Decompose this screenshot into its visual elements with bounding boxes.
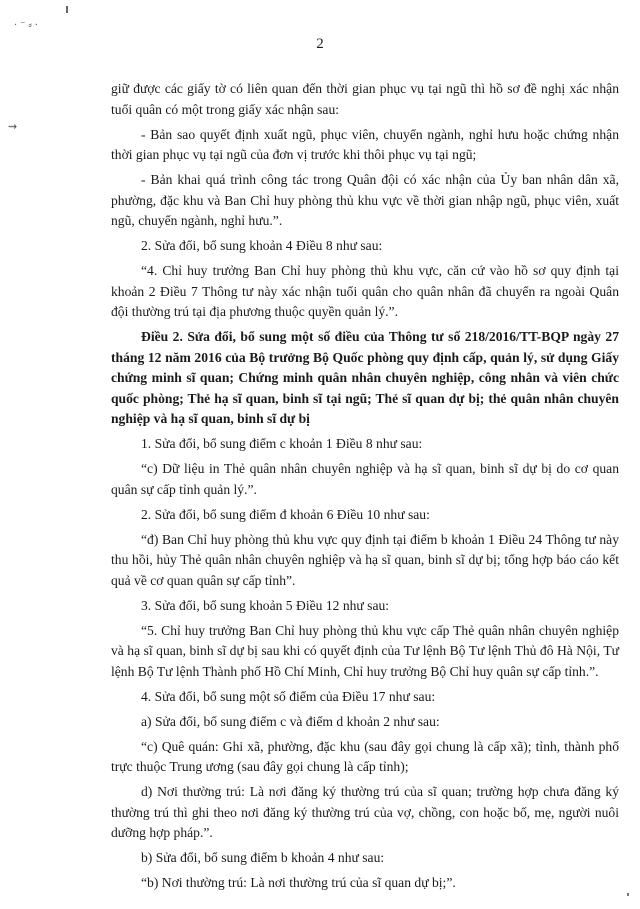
paragraph: “đ) Ban Chỉ huy phòng thủ khu vực quy định tại điểm b khoản 1 Điều 24 Thông tư này thu hồi, hủy Thẻ quân nhân chuyên nghiệp và hạ sĩ quan, binh sĩ dự bị; tổng hợp báo cáo kết quả về cơ quan quân sự cấp tỉnh”.	[111, 531, 619, 588]
paragraph: “c) Dữ liệu in Thẻ quân nhân chuyên nghiệp và hạ sĩ quan, binh sĩ dự bị do cơ quan quân sự cấp tỉnh quản lý.”.	[111, 461, 619, 497]
paragraph: 1. Sửa đổi, bổ sung điểm c khoản 1 Điều 8 như sau:	[141, 436, 423, 451]
paragraph: - Bản khai quá trình công tác trong Quân đội có xác nhận của Ủy ban nhân dân xã, phường, đặc khu và Ban Chỉ huy phòng thủ khu vực về thời gian nhập ngũ, phục viên, xuất ngũ, chuyển ngành, nghỉ hưu.”.	[111, 172, 619, 228]
scan-mark-top-left: ·⁻⸗·	[14, 20, 41, 31]
scan-mark-left-margin: ⇝	[8, 120, 18, 133]
paragraph: d) Nơi thường trú: Là nơi đăng ký thường trú của sĩ quan; trường hợp chưa đăng ký thường trú thì ghi theo nơi đăng ký thường trú của vợ, chồng, con hoặc bố, mẹ, người nuôi dưỡng hợp pháp.”.	[111, 784, 619, 840]
paragraph: “5. Chỉ huy trưởng Ban Chỉ huy phòng thủ khu vực cấp Thẻ quân nhân chuyên nghiệp và hạ sĩ quan, binh sĩ dự bị sau khi có quyết định của Tư lệnh Bộ Tư lệnh Thủ đô Hà Nội, Tư lệnh Bộ Tư lệnh Thành phố Hồ Chí Minh, Chỉ huy trưởng Bộ Chỉ huy quân sự cấp tỉnh.”.	[111, 622, 619, 679]
scan-dot-bottom-right	[627, 893, 629, 896]
paragraph: b) Sửa đổi, bổ sung điểm b khoản 4 như sau:	[141, 850, 385, 865]
paragraph: “b) Nơi thường trú: Là nơi thường trú của sĩ quan dự bị;”.	[141, 875, 456, 890]
paragraph: “c) Quê quán: Ghi xã, phường, đặc khu (sau đây gọi chung là cấp xã); tỉnh, thành phố trực thuộc Trung ương (sau đây gọi chung là cấp tỉnh);	[111, 738, 619, 774]
paragraph: 2. Sửa đổi, bổ sung điểm đ khoản 6 Điều 10 như sau:	[141, 506, 430, 522]
paragraph: a) Sửa đổi, bổ sung điểm c và điểm d khoản 2 như sau:	[141, 713, 440, 729]
document-body	[111, 79, 619, 898]
paragraph: 4. Sửa đổi, bổ sung một số điểm của Điều 17 như sau:	[141, 688, 436, 704]
page-number: 2	[316, 36, 324, 52]
paragraph: - Bản sao quyết định xuất ngũ, phục viên, chuyển ngành, nghỉ hưu hoặc chứng nhận thời gian phục vụ tại ngũ của đơn vị trước khi thôi phục vụ tại ngũ;	[111, 126, 619, 162]
paragraph: 2. Sửa đổi, bổ sung khoản 4 Điều 8 như sau:	[141, 238, 383, 253]
paragraph: giữ được các giấy tờ có liên quan đến thời gian phục vụ tại ngũ thì hồ sơ đề nghị xác nhận tuổi quân có một trong giấy xác nhận sau:	[111, 81, 619, 117]
article-heading: Điều 2. Sửa đổi, bổ sung một số điều của Thông tư số 218/2016/TT-BQP ngày 27 tháng 12 năm 2016 của Bộ trưởng Bộ Quốc phòng quy định cấp, quản lý, sử dụng Giấy chứng minh sĩ quan; Chứng minh quân nhân chuyên nghiệp, công nhân và viên chức quốc phòng; Thẻ hạ sĩ quan, binh sĩ tại ngũ; Thẻ sĩ quan dự bị; thẻ quân nhân chuyên nghiệp và hạ sĩ quan, binh sĩ dự bị	[111, 329, 619, 426]
paragraph: 3. Sửa đổi, bổ sung khoản 5 Điều 12 như sau:	[141, 597, 390, 613]
scan-dot-top	[66, 6, 68, 13]
paragraph: “4. Chỉ huy trưởng Ban Chỉ huy phòng thủ khu vực, căn cứ vào hồ sơ quy định tại khoản 2 Điều 7 Thông tư này xác nhận tuổi quân cho quân nhân đã chuyển ra ngoài Quân đội thường trú tại địa phương thuộc quyền quản lý.”.	[111, 263, 619, 319]
